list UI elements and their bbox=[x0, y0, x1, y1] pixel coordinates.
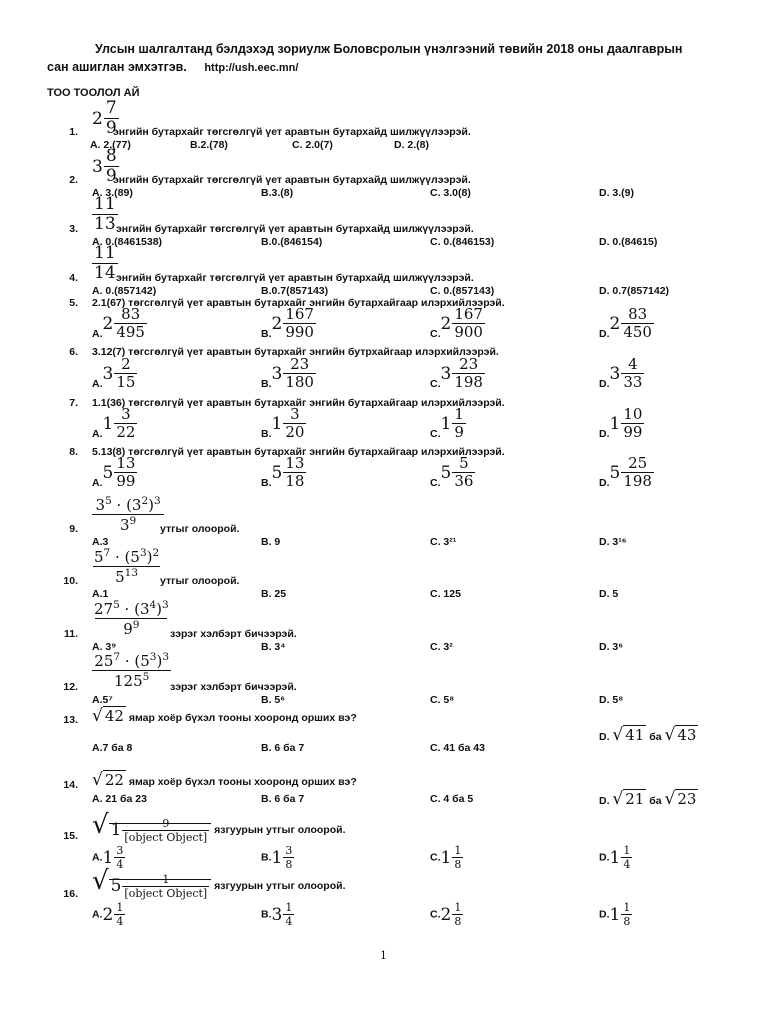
q9-exp3: 3 bbox=[154, 495, 161, 507]
q6-number: 6. bbox=[69, 346, 78, 358]
q8-a-num: 13 bbox=[116, 454, 136, 472]
q15-prompt: язгуурын утгыг олоорой. bbox=[214, 824, 346, 836]
q11-b[interactable]: B. 3⁴ bbox=[261, 641, 286, 653]
source-link[interactable]: http://ush.eec.mn/ bbox=[204, 62, 299, 74]
q5-prompt: 2.1(67) төгсгөлгүй үет аравтын бутархайг энгийн бутархайгаар илэрхийлээрэй. bbox=[92, 297, 505, 309]
q11-exp3: 3 bbox=[162, 599, 169, 611]
q6-a[interactable] bbox=[92, 357, 137, 390]
q8-prompt: 5.13(8) төгсгөлгүй үет аравтын бутархайг энгийн бутархайгаар илэрхийлээрэй. bbox=[92, 446, 505, 458]
q6-a-num: 2 bbox=[121, 355, 131, 373]
q14-d-and: ба bbox=[649, 795, 662, 807]
q12-exp1: 7 bbox=[113, 651, 121, 663]
q10-number: 10. bbox=[63, 575, 78, 587]
q15-b-den: 8 bbox=[285, 858, 293, 871]
q13-d-letter: D. bbox=[599, 731, 610, 743]
q8-c[interactable] bbox=[430, 456, 475, 489]
q12-base2: 5 bbox=[140, 652, 150, 670]
q12-den-base: 125 bbox=[114, 672, 143, 690]
q9-den-exp: 9 bbox=[129, 515, 137, 527]
q16-d-num: 1 bbox=[623, 901, 631, 914]
q10-den-base: 5 bbox=[115, 568, 125, 586]
q15-stem: √ 1 $\frac{9}{\text{[object Object]}}$ язгуурын утгыг олоорой. bbox=[92, 810, 346, 844]
q12-den-exp: 5 bbox=[142, 671, 150, 683]
q9-b[interactable]: B. 9 bbox=[261, 536, 281, 548]
q3-num: 11 bbox=[94, 194, 116, 214]
q12-b[interactable]: B. 5⁶ bbox=[261, 694, 286, 706]
q7-a-den: 22 bbox=[116, 423, 136, 441]
q13-c[interactable]: C. 41 ба 43 bbox=[430, 742, 485, 754]
q4-num: 11 bbox=[94, 243, 116, 263]
q6-d[interactable] bbox=[599, 357, 644, 390]
q8-c-whole: 5 bbox=[440, 462, 452, 483]
q11-exp1: 5 bbox=[113, 599, 120, 611]
q6-c-num: 23 bbox=[459, 355, 479, 373]
q3-d[interactable]: D. 0.(84615) bbox=[599, 236, 658, 248]
q5-d-num: 83 bbox=[628, 305, 648, 323]
q4-prompt: энгийн бутархайг төгсгөлгүй үет аравтын бутархайд шилжүүлээрэй. bbox=[116, 272, 474, 284]
q16-b-num: 1 bbox=[285, 901, 293, 914]
q15-c-whole: 1 bbox=[440, 847, 452, 868]
q5-d-whole: 2 bbox=[609, 313, 621, 334]
q16-b[interactable] bbox=[261, 902, 294, 927]
q15-a-num: 3 bbox=[116, 844, 124, 857]
q10-b[interactable]: B. 25 bbox=[261, 588, 287, 600]
q7-d-whole: 1 bbox=[609, 413, 621, 434]
q1-number: 1. bbox=[69, 126, 78, 138]
q16-prompt: язгуурын утгыг олоорой. bbox=[214, 880, 346, 892]
q7-a-letter: A. bbox=[92, 428, 103, 440]
q12-exp2: 3 bbox=[149, 651, 157, 663]
q2-number: 2. bbox=[69, 174, 78, 186]
header-line-1: Улсын шалгалтанд бэлдэхэд зориулж Боловсролын үнэлгээний төвийн 2018 оны даалгаврын bbox=[95, 42, 683, 56]
q7-d-den: 99 bbox=[623, 423, 643, 441]
q8-d[interactable] bbox=[599, 456, 654, 489]
q13-d-rad1: 41 bbox=[625, 726, 645, 744]
q4-d[interactable]: D. 0.7(857142) bbox=[599, 285, 670, 297]
q4-den: 14 bbox=[94, 263, 116, 283]
q15-b-num: 3 bbox=[285, 844, 293, 857]
q14-c[interactable]: C. 4 ба 5 bbox=[430, 793, 474, 805]
q16-a-letter: A. bbox=[92, 908, 103, 921]
q3-number: 3. bbox=[69, 223, 78, 235]
q7-a-num: 3 bbox=[121, 405, 131, 423]
q8-d-den: 198 bbox=[623, 472, 652, 490]
q3-c[interactable]: C. 0.(846153) bbox=[430, 236, 495, 248]
q8-b-num: 13 bbox=[285, 454, 305, 472]
q5-b-whole: 2 bbox=[271, 313, 283, 334]
q7-b-den: 20 bbox=[285, 423, 305, 441]
q4-number: 4. bbox=[69, 272, 78, 284]
q2-den: 9 bbox=[105, 166, 117, 186]
q10-den-exp: 13 bbox=[124, 567, 139, 579]
q6-a-letter: A. bbox=[92, 378, 103, 390]
q12-base1: 25 bbox=[94, 652, 114, 670]
q7-b-letter: B. bbox=[261, 428, 272, 440]
q2-c[interactable]: C. 3.0(8) bbox=[430, 187, 471, 199]
q7-d-letter: D. bbox=[599, 428, 610, 440]
q6-a-den: 15 bbox=[116, 373, 136, 391]
q12-expression: $\frac{25^7 \cdot (5^3)^3}{125^5}$ bbox=[92, 652, 171, 689]
q9-prompt: утгыг олоорой. bbox=[160, 523, 240, 535]
q14-b[interactable]: B. 6 ба 7 bbox=[261, 793, 305, 805]
q9-base1: 3 bbox=[95, 496, 106, 514]
q7-c-whole: 1 bbox=[440, 413, 452, 434]
q11-c[interactable]: C. 3² bbox=[430, 641, 453, 653]
q9-exp1: 5 bbox=[105, 495, 112, 507]
q6-b-num: 23 bbox=[290, 355, 310, 373]
q15-c[interactable] bbox=[430, 845, 463, 870]
q15-c-num: 1 bbox=[454, 844, 462, 857]
q6-c-den: 198 bbox=[454, 373, 483, 391]
q16-num: 1 bbox=[162, 872, 170, 886]
q7-b-whole: 1 bbox=[271, 413, 283, 434]
q15-d[interactable] bbox=[599, 845, 632, 870]
q16-c-letter: C. bbox=[430, 908, 441, 921]
q11-prompt: зэрэг хэлбэрт бичээрэй. bbox=[170, 628, 297, 640]
q10-base2: 5 bbox=[130, 548, 140, 566]
q5-b-letter: B. bbox=[261, 328, 272, 340]
q3-a[interactable]: A. 0.(8461538) bbox=[92, 236, 163, 248]
q16-number: 16. bbox=[63, 888, 78, 900]
q5-a-den: 495 bbox=[116, 323, 145, 341]
q5-number: 5. bbox=[69, 297, 78, 309]
q8-b-letter: B. bbox=[261, 477, 272, 489]
q6-b-whole: 3 bbox=[271, 363, 283, 384]
q10-exp1: 7 bbox=[103, 547, 111, 559]
q16-stem: √ 5 $\frac{1}{\text{[object Object]}}$ язгуурын утгыг олоорой. bbox=[92, 866, 346, 900]
q11-base2: 3 bbox=[139, 600, 150, 618]
q1-den: 9 bbox=[105, 118, 117, 138]
q6-c-whole: 3 bbox=[440, 363, 452, 384]
q1-a[interactable]: A. 2.(77) bbox=[90, 139, 131, 151]
q1-whole: 2 bbox=[92, 108, 103, 129]
q13-a[interactable]: A.7 ба 8 bbox=[92, 742, 133, 754]
q6-d-letter: D. bbox=[599, 378, 610, 390]
q2-num: 8 bbox=[105, 146, 117, 166]
q12-number: 12. bbox=[63, 681, 78, 693]
section-title: ТОО ТООЛОЛ АЙ bbox=[47, 87, 140, 99]
q7-c-num: 1 bbox=[454, 405, 464, 423]
q1-b[interactable]: B.2.(78) bbox=[190, 139, 228, 151]
q6-a-whole: 3 bbox=[102, 363, 114, 384]
q3-fraction bbox=[92, 196, 118, 233]
q16-c[interactable] bbox=[430, 902, 463, 927]
q2-a[interactable]: A. 3.(89) bbox=[92, 187, 133, 199]
q10-exp2: 3 bbox=[139, 547, 147, 559]
q15-num: 9 bbox=[162, 816, 170, 830]
q11-exp2: 4 bbox=[149, 599, 157, 611]
q12-exp3: 3 bbox=[162, 651, 170, 663]
q14-a[interactable]: A. 21 ба 23 bbox=[92, 793, 147, 805]
q5-b[interactable] bbox=[261, 307, 316, 340]
q14-d-rad2: 23 bbox=[677, 790, 697, 808]
q13-b[interactable]: B. 6 ба 7 bbox=[261, 742, 305, 754]
q1-num: 7 bbox=[105, 98, 117, 118]
q7-b-num: 3 bbox=[290, 405, 300, 423]
q14-d-letter: D. bbox=[599, 795, 610, 807]
q13-d-and: ба bbox=[649, 731, 662, 743]
q16-c-num: 1 bbox=[454, 901, 462, 914]
q7-a[interactable] bbox=[92, 407, 137, 440]
q9-c[interactable]: C. 3²¹ bbox=[430, 536, 457, 548]
q13-number: 13. bbox=[63, 714, 78, 726]
q6-d-whole: 3 bbox=[609, 363, 621, 384]
q9-a[interactable]: A.3 bbox=[92, 536, 109, 548]
q15-c-den: 8 bbox=[454, 858, 462, 871]
q10-prompt: утгыг олоорой. bbox=[160, 575, 240, 587]
q8-c-letter: C. bbox=[430, 477, 441, 489]
q16-b-den: 4 bbox=[285, 915, 293, 928]
q12-c[interactable]: C. 5⁸ bbox=[430, 694, 455, 706]
q8-a-den: 99 bbox=[116, 472, 136, 490]
page-number: 1 bbox=[380, 949, 387, 962]
q15-a-whole: 1 bbox=[102, 847, 114, 868]
q10-exp3: 2 bbox=[152, 547, 160, 559]
q8-b-den: 18 bbox=[285, 472, 305, 490]
q15-whole: 1 bbox=[110, 820, 122, 840]
q2-b[interactable]: B.3.(8) bbox=[261, 187, 294, 199]
q16-den: [object Object] bbox=[124, 886, 208, 900]
q15-a-den: 4 bbox=[116, 858, 124, 871]
q6-c[interactable] bbox=[430, 357, 485, 390]
q14-d[interactable]: D. √ 21 ба √ 23 bbox=[599, 789, 697, 809]
q16-d-letter: D. bbox=[599, 908, 610, 921]
q1-c[interactable]: C. 2.0(7) bbox=[292, 139, 333, 151]
header-line-2 bbox=[47, 60, 298, 74]
q8-c-num: 5 bbox=[459, 454, 469, 472]
q13-d[interactable]: D. √ 41 ба √ 43 bbox=[599, 725, 697, 745]
q3-b[interactable]: B.0.(846154) bbox=[261, 236, 323, 248]
q5-c-den: 900 bbox=[454, 323, 483, 341]
q7-c-letter: C. bbox=[430, 428, 441, 440]
q8-a[interactable] bbox=[92, 456, 137, 489]
q16-b-whole: 3 bbox=[271, 904, 283, 925]
q11-den-exp: 9 bbox=[132, 619, 140, 631]
q14-number: 14. bbox=[63, 779, 78, 791]
q16-d-den: 8 bbox=[623, 915, 631, 928]
q5-c-num: 167 bbox=[454, 305, 483, 323]
q14-d-rad1: 21 bbox=[625, 790, 645, 808]
q9-expression: $\frac{3^5 \cdot (3^2)^3}{3^9}$ bbox=[92, 496, 164, 533]
q8-c-den: 36 bbox=[454, 472, 474, 490]
q16-c-den: 8 bbox=[454, 915, 462, 928]
q15-d-num: 1 bbox=[623, 844, 631, 857]
q5-d-den: 450 bbox=[623, 323, 652, 341]
q4-a[interactable]: A. 0.(857142) bbox=[92, 285, 157, 297]
q3-den: 13 bbox=[94, 214, 116, 234]
header-text: сан ашиглан эмхэтгэв. bbox=[47, 60, 187, 74]
q8-a-whole: 5 bbox=[102, 462, 114, 483]
q8-d-num: 25 bbox=[628, 454, 648, 472]
q11-den-base: 9 bbox=[123, 620, 133, 638]
q7-a-whole: 1 bbox=[102, 413, 114, 434]
q7-d[interactable] bbox=[599, 407, 644, 440]
q9-base2: 3 bbox=[131, 496, 142, 514]
q9-number: 9. bbox=[69, 523, 78, 535]
q5-a[interactable] bbox=[92, 307, 147, 340]
q7-number: 7. bbox=[69, 397, 78, 409]
q5-b-num: 167 bbox=[285, 305, 314, 323]
q7-c-den: 9 bbox=[454, 423, 464, 441]
q14-radicand: 22 bbox=[104, 771, 124, 789]
q3-prompt: энгийн бутархайг төгсгөлгүй үет аравтын бутархайд шилжүүлээрэй. bbox=[116, 223, 474, 235]
q15-d-whole: 1 bbox=[609, 847, 621, 868]
q16-whole: 5 bbox=[110, 876, 122, 896]
q8-d-whole: 5 bbox=[609, 462, 621, 483]
q1-prompt: энгийн бутархайг төгсгөлгүй үет аравтын бутархайд шилжүүлээрэй. bbox=[113, 126, 471, 138]
q16-a[interactable] bbox=[92, 902, 125, 927]
q5-c-letter: C. bbox=[430, 328, 441, 340]
q7-d-num: 10 bbox=[623, 405, 643, 423]
q11-number: 11. bbox=[63, 628, 78, 640]
q15-d-den: 4 bbox=[623, 858, 631, 871]
q6-b-den: 180 bbox=[285, 373, 314, 391]
q16-c-whole: 2 bbox=[440, 904, 452, 925]
q15-b-letter: B. bbox=[261, 851, 272, 864]
q16-a-whole: 2 bbox=[102, 904, 114, 925]
q5-d-letter: D. bbox=[599, 328, 610, 340]
q16-d-whole: 1 bbox=[609, 904, 621, 925]
q8-number: 8. bbox=[69, 446, 78, 458]
q8-a-letter: A. bbox=[92, 477, 103, 489]
q2-prompt: энгийн бутархайг төгсгөлгүй үет аравтын бутархайд шилжүүлээрэй. bbox=[113, 174, 471, 186]
q9-d[interactable]: D. 3¹⁶ bbox=[599, 536, 627, 548]
q5-c[interactable] bbox=[430, 307, 485, 340]
q14-prompt: ямар хоёр бүхэл тооны хооронд орших вэ? bbox=[128, 776, 357, 788]
q15-c-letter: C. bbox=[430, 851, 441, 864]
q16-a-num: 1 bbox=[116, 901, 124, 914]
q12-a[interactable]: A.5⁷ bbox=[92, 694, 113, 706]
q15-number: 15. bbox=[63, 830, 78, 842]
q6-c-letter: C. bbox=[430, 378, 441, 390]
q13-d-rad2: 43 bbox=[677, 726, 697, 744]
q16-d[interactable] bbox=[599, 902, 632, 927]
q10-base1: 5 bbox=[94, 548, 104, 566]
q11-base1: 27 bbox=[94, 600, 114, 618]
q6-d-num: 4 bbox=[628, 355, 638, 373]
q16-b-letter: B. bbox=[261, 908, 272, 921]
q9-den-base: 3 bbox=[120, 516, 130, 534]
q16-a-den: 4 bbox=[116, 915, 124, 928]
q12-d[interactable]: D. 5⁸ bbox=[599, 694, 624, 706]
q15-d-letter: D. bbox=[599, 851, 610, 864]
q15-den: [object Object] bbox=[124, 830, 208, 844]
q10-d[interactable]: D. 5 bbox=[599, 588, 619, 600]
q4-b[interactable]: B.0.7(857143) bbox=[261, 285, 329, 297]
q9-exp2: 2 bbox=[141, 495, 149, 507]
q2-whole: 3 bbox=[92, 156, 103, 177]
q6-b-letter: B. bbox=[261, 378, 272, 390]
q5-a-letter: A. bbox=[92, 328, 103, 340]
q5-b-den: 990 bbox=[285, 323, 314, 341]
q8-b-whole: 5 bbox=[271, 462, 283, 483]
q5-d[interactable] bbox=[599, 307, 654, 340]
q5-c-whole: 2 bbox=[440, 313, 452, 334]
q12-prompt: зэрэг хэлбэрт бичээрэй. bbox=[170, 681, 297, 693]
q5-a-whole: 2 bbox=[102, 313, 114, 334]
q15-b-whole: 1 bbox=[271, 847, 283, 868]
q7-c[interactable] bbox=[430, 407, 466, 440]
q7-prompt: 1.1(36) төгсгөлгүй үет аравтын бутархайг энгийн бутархайгаар илэрхийлээрэй. bbox=[92, 397, 505, 409]
q8-d-letter: D. bbox=[599, 477, 610, 489]
q10-c[interactable]: C. 125 bbox=[430, 588, 461, 600]
q1-d[interactable]: D. 2.(8) bbox=[394, 139, 430, 151]
q6-prompt: 3.12(7) төгсгөлгүй үет аравтын бутархайг энгийн бутрхайгаар илэрхийлээрэй. bbox=[92, 346, 499, 358]
q11-a[interactable]: A. 3⁹ bbox=[92, 641, 117, 653]
q13-radicand: 42 bbox=[104, 707, 124, 725]
q7-b[interactable] bbox=[261, 407, 306, 440]
q8-b[interactable] bbox=[261, 456, 306, 489]
q14-stem: √ 22 ямар хоёр бүхэл тооны хооронд орших вэ? bbox=[92, 770, 357, 790]
q6-b[interactable] bbox=[261, 357, 316, 390]
q13-prompt: ямар хоёр бүхэл тооны хооронд орших вэ? bbox=[128, 712, 357, 724]
q11-d[interactable]: D. 3⁶ bbox=[599, 641, 624, 653]
q15-a-letter: A. bbox=[92, 851, 103, 864]
q13-stem: √ 42 ямар хоёр бүхэл тооны хооронд орших вэ? bbox=[92, 706, 357, 726]
q6-d-den: 33 bbox=[623, 373, 643, 391]
q4-c[interactable]: C. 0.(857143) bbox=[430, 285, 495, 297]
q2-d[interactable]: D. 3.(9) bbox=[599, 187, 635, 199]
q4-fraction bbox=[92, 245, 118, 282]
q10-a[interactable]: A.1 bbox=[92, 588, 109, 600]
q11-expression: $\frac{27^5 \cdot (3^4)^3}{9^9}$ bbox=[94, 599, 169, 638]
q5-a-num: 83 bbox=[121, 305, 141, 323]
q10-expression: $\frac{5^7 \cdot (5^3)^2}{5^{13}}$ bbox=[94, 547, 160, 586]
